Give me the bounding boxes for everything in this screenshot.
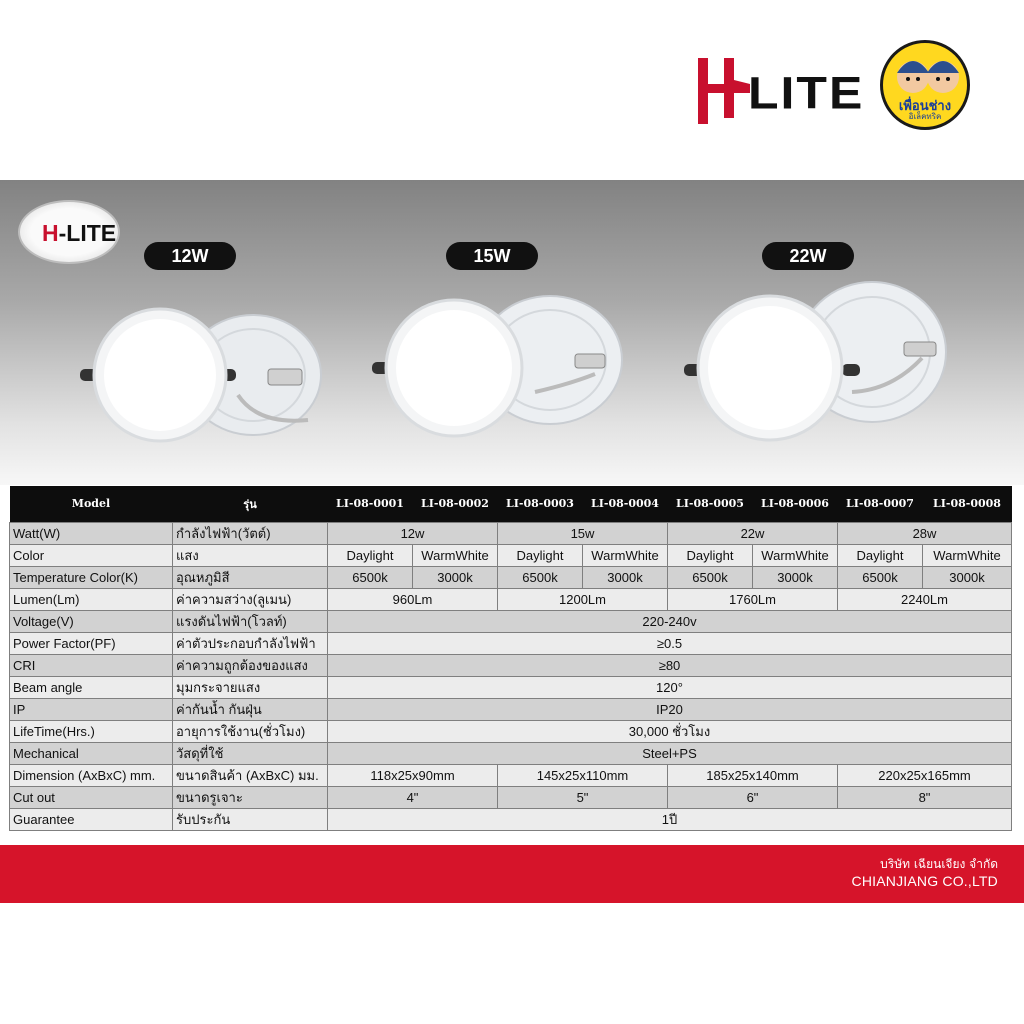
cell-value: ≥80 bbox=[328, 654, 1012, 676]
brand-logo bbox=[692, 50, 872, 130]
cell-value: 3000k bbox=[923, 566, 1012, 588]
row-label-th: มุมกระจายแสง bbox=[173, 676, 328, 698]
cell-value: 220-240v bbox=[328, 610, 1012, 632]
header-model-code: LI-08-0002 bbox=[413, 486, 498, 522]
cell-value: WarmWhite bbox=[753, 544, 838, 566]
header-model-code: LI-08-0005 bbox=[668, 486, 753, 522]
row-label-th: ค่ากันน้ำ กันฝุ่น bbox=[173, 698, 328, 720]
cell-value: 5" bbox=[498, 786, 668, 808]
brand-wordmark: LITE bbox=[748, 67, 865, 119]
cell-value: 2240Lm bbox=[838, 588, 1012, 610]
cell-value: 3000k bbox=[583, 566, 668, 588]
header-model-code: LI-08-0008 bbox=[923, 486, 1012, 522]
row-label-th: แรงดันไฟฟ้า(โวลท์) bbox=[173, 610, 328, 632]
cell-value: 185x25x140mm bbox=[668, 764, 838, 786]
row-label: Temperature Color(K) bbox=[10, 566, 173, 588]
table-row-watt bbox=[10, 522, 1012, 544]
hero-logo-text: H-LITE bbox=[42, 220, 117, 246]
table-row-temperature bbox=[10, 566, 1012, 588]
cell-value: 145x25x110mm bbox=[498, 764, 668, 786]
hero-logo-badge bbox=[18, 200, 120, 264]
table-row-power-factor bbox=[10, 632, 1012, 654]
product-banner bbox=[0, 180, 1024, 485]
cell-value: 1200Lm bbox=[498, 588, 668, 610]
row-label-th: ค่าความถูกต้องของแสง bbox=[173, 654, 328, 676]
row-label-th: อุณหภูมิสี bbox=[173, 566, 328, 588]
row-label-th: ค่าความสว่าง(ลูเมน) bbox=[173, 588, 328, 610]
cell-value: 118x25x90mm bbox=[328, 764, 498, 786]
cell-value: Daylight bbox=[328, 544, 413, 566]
cell-value: 6500k bbox=[668, 566, 753, 588]
wattage-badge-12w: 12W bbox=[144, 242, 236, 270]
spec-table bbox=[9, 486, 1012, 831]
header-model-code: LI-08-0003 bbox=[498, 486, 583, 522]
header-model-code: LI-08-0006 bbox=[753, 486, 838, 522]
mascot-icon bbox=[883, 43, 970, 99]
row-label-th: ขนาดรูเจาะ bbox=[173, 786, 328, 808]
cell-value: 3000k bbox=[413, 566, 498, 588]
cell-value: Daylight bbox=[838, 544, 923, 566]
cell-value: 30,000 ชั่วโมง bbox=[328, 720, 1012, 742]
cell-value: Steel+PS bbox=[328, 742, 1012, 764]
row-label-th: ค่าตัวประกอบกำลังไฟฟ้า bbox=[173, 632, 328, 654]
header-model: Model bbox=[10, 486, 173, 522]
table-row-guarantee bbox=[10, 808, 1012, 830]
table-row-ip bbox=[10, 698, 1012, 720]
row-label: CRI bbox=[10, 654, 173, 676]
cell-value: 12w bbox=[328, 522, 498, 544]
cell-value: 220x25x165mm bbox=[838, 764, 1012, 786]
cell-value: 1ปี bbox=[328, 808, 1012, 830]
cell-value: WarmWhite bbox=[923, 544, 1012, 566]
cell-value: Daylight bbox=[668, 544, 753, 566]
table-row-cri bbox=[10, 654, 1012, 676]
cell-value: 22w bbox=[668, 522, 838, 544]
wattage-badge-15w: 15W bbox=[446, 242, 538, 270]
cell-value: WarmWhite bbox=[583, 544, 668, 566]
row-label: Lumen(Lm) bbox=[10, 588, 173, 610]
h-logo-mark-icon bbox=[692, 50, 752, 130]
cell-value: WarmWhite bbox=[413, 544, 498, 566]
cell-value: Daylight bbox=[498, 544, 583, 566]
partner-sub: อิเล็คทริค bbox=[908, 112, 942, 121]
cell-value: 6500k bbox=[498, 566, 583, 588]
row-label: Power Factor(PF) bbox=[10, 632, 173, 654]
row-label: Beam angle bbox=[10, 676, 173, 698]
row-label-th: ขนาดสินค้า (AxBxC) มม. bbox=[173, 764, 328, 786]
partner-badge bbox=[880, 40, 970, 130]
row-label-th: รับประกัน bbox=[173, 808, 328, 830]
cell-value: 6" bbox=[668, 786, 838, 808]
header-model-code: LI-08-0004 bbox=[583, 486, 668, 522]
table-header-row bbox=[10, 486, 1012, 522]
row-label: Watt(W) bbox=[10, 522, 173, 544]
row-label-th: วัสดุที่ใช้ bbox=[173, 742, 328, 764]
row-label-th: อายุการใช้งาน(ชั่วโมง) bbox=[173, 720, 328, 742]
row-label-th: แสง bbox=[173, 544, 328, 566]
row-label-th: กำลังไฟฟ้า(วัตต์) bbox=[173, 522, 328, 544]
cell-value: 1760Lm bbox=[668, 588, 838, 610]
row-label: Voltage(V) bbox=[10, 610, 173, 632]
row-label: LifeTime(Hrs.) bbox=[10, 720, 173, 742]
table-row-color bbox=[10, 544, 1012, 566]
partner-name: เพื่อนช่าง bbox=[898, 99, 952, 114]
header-model-code: LI-08-0007 bbox=[838, 486, 923, 522]
cell-value: 6500k bbox=[838, 566, 923, 588]
cell-value: 28w bbox=[838, 522, 1012, 544]
downlight-15w-image bbox=[370, 292, 630, 442]
wattage-badge-22w: 22W bbox=[762, 242, 854, 270]
table-row-lumen bbox=[10, 588, 1012, 610]
downlight-22w-image bbox=[682, 280, 962, 445]
header-model-code: LI-08-0001 bbox=[328, 486, 413, 522]
company-footer bbox=[0, 845, 1024, 903]
table-row-dimension bbox=[10, 764, 1012, 786]
table-row-cutout bbox=[10, 786, 1012, 808]
cell-value: 15w bbox=[498, 522, 668, 544]
table-row-voltage bbox=[10, 610, 1012, 632]
row-label: Color bbox=[10, 544, 173, 566]
cell-value: 4" bbox=[328, 786, 498, 808]
cell-value: 6500k bbox=[328, 566, 413, 588]
row-label: Guarantee bbox=[10, 808, 173, 830]
row-label: Mechanical bbox=[10, 742, 173, 764]
cell-value: 8" bbox=[838, 786, 1012, 808]
header-model-th: รุ่น bbox=[173, 486, 328, 522]
cell-value: 3000k bbox=[753, 566, 838, 588]
cell-value: ≥0.5 bbox=[328, 632, 1012, 654]
cell-value: IP20 bbox=[328, 698, 1012, 720]
table-row-beam-angle bbox=[10, 676, 1012, 698]
row-label: Dimension (AxBxC) mm. bbox=[10, 764, 173, 786]
row-label: Cut out bbox=[10, 786, 173, 808]
downlight-12w-image bbox=[78, 305, 328, 445]
company-name-th: บริษัท เฉียนเจียง จำกัด bbox=[880, 857, 998, 871]
row-label: IP bbox=[10, 698, 173, 720]
table-row-lifetime bbox=[10, 720, 1012, 742]
cell-value: 120° bbox=[328, 676, 1012, 698]
cell-value: 960Lm bbox=[328, 588, 498, 610]
table-row-mechanical bbox=[10, 742, 1012, 764]
company-name-en: CHIANJIANG CO.,LTD bbox=[851, 873, 998, 889]
